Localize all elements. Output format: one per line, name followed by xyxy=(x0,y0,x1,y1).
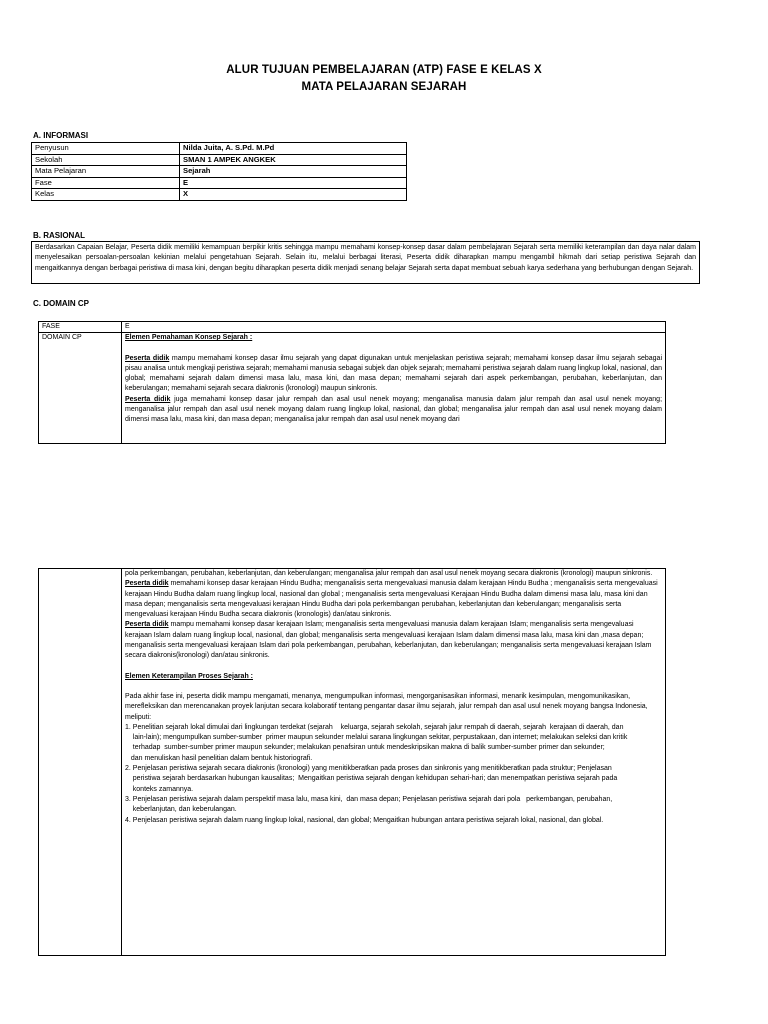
domain-label: DOMAIN CP xyxy=(39,333,122,444)
info-value: Nilda Juita, A. S.Pd. M.Pd xyxy=(180,143,407,155)
info-value: E xyxy=(180,177,407,189)
list-item: dan menuliskan hasil penelitian dalam bentuk historiografi. xyxy=(125,754,313,762)
fase-value: E xyxy=(122,322,666,333)
table-row xyxy=(39,569,666,956)
section-a-heading: A. INFORMASI xyxy=(33,131,89,140)
table-row xyxy=(32,166,407,178)
info-value: SMAN 1 AMPEK ANGKEK xyxy=(180,154,407,166)
document-title-line1: ALUR TUJUAN PEMBELAJARAN (ATP) FASE E KELAS X xyxy=(226,64,542,76)
peserta-didik-label: Peserta didik xyxy=(125,580,169,588)
info-value: X xyxy=(180,189,407,201)
info-value: Sejarah xyxy=(180,166,407,178)
paragraph-text: juga memahami konsep dasar jalur rempah dan asal usul nenek moyang; menganalisa manusia dalam jalur rempah dan asal usul nenek moyang; menganalisa jalur rempah dan asal usul nenek moyang dalam ruang lingkup lokal, nasional, dan global; menganalisa jalur rempah dan asal usul nenek moyang dalam dimensi masa lalu, masa kini, dan masa depan; menganalisa jalur rempah dan asal usul nenek moyang dari xyxy=(125,395,663,424)
paragraph-text: pola perkembangan, perubahan, keberlanjutan, dan keberulangan; menganalisa jalur rempah dan asal usul nenek moyang secara diakronis (kronologi) maupun sinkronis. xyxy=(125,570,653,577)
list-item: lain-lain); mengumpulkan sumber-sumber primer maupun sekunder melalui sarana lingkungan sekitar, perpustakaan, dan internet; melakukan seleksi dan kritik xyxy=(125,734,628,742)
paragraph xyxy=(125,354,662,395)
element-1-title: Elemen Pemahaman Konsep Sejarah : xyxy=(125,334,253,342)
fase-label: FASE xyxy=(39,322,122,333)
table-row xyxy=(32,177,407,189)
list-item: 1. Penelitian sejarah lokal dimulai dari lingkungan terdekat (sejarah keluarga, sejarah sekolah, sejarah jalur rempah di daerah, sejarah kerajaan di daerah, dan xyxy=(125,723,624,731)
empty-cell xyxy=(39,569,122,956)
peserta-didik-label: Peserta didik xyxy=(125,621,169,629)
paragraph-text: memahami konsep dasar kerajaan Hindu Budha; menganalisis serta mengevaluasi manusia dalam kerajaan Hindu Budha ; menganalisis serta mengevaluasi kerajaan Hindu Budha dalam ruang lingkup local, nasional dan global ; menganalisis serta mengevaluasi Kerajaan Hindu Budha dalam dimensi masa lalu, masa kini dan masa depan; menganalisis serta mengevaluasi kerajaan Hindu Budha dari pola perkembangan perubahan, keberlanjutan dan keberulangan; menganalisis serta mengevaluasi kerajaan Hindu Budha secara diakronis (kronologis) dan/atau sinkronis. xyxy=(125,580,658,619)
paragraph xyxy=(125,579,662,620)
info-label: Sekolah xyxy=(32,154,180,166)
paragraph-text: mampu memahami konsep dasar ilmu sejarah yang dapat digunakan untuk menjelaskan peristiwa sejarah; memahami konsep dasar ilmu sejarah sebagai pisau analisa untuk mengkaji peristiwa sejarah; memahami manusia sebagai subjek dan objek sejarah; memahami peristiwa sejarah dalam ruang lingkup lokal, nasional, dan global; memahami sejarah dalam dimensi masa lalu, masa kini, dan masa depan; memahami sejarah dari aspek perkembangan, perubahan, keberlanjutan, dan keberulangan; memahami sejarah secara diakronis (kronologi) maupun sinkronis. xyxy=(125,354,662,393)
info-label: Fase xyxy=(32,177,180,189)
paragraph-text: Pada akhir fase ini, peserta didik mampu mengamati, menanya, mengumpulkan informasi, mengorganisasikan informasi, menarik kesimpulan, mengomunikasikan, merefleksikan dan merencanakan proyek lanjutan secara kolaboratif tentang pengantar dasar ilmu sejarah, jalur rempah dan asal usul nenek moyang bangsa Indonesia, meliputi: xyxy=(125,692,648,721)
domain-content xyxy=(122,333,666,444)
list-item: 2. Penjelasan peristiwa sejarah secara diakronis (kronologi) yang menitikberatkan pada proses dan sinkronis yang menitikberatkan pada struktur; Penjelasan xyxy=(125,765,612,773)
list-item: keberlanjutan, dan keberulangan. xyxy=(125,806,237,814)
domain-content-continued xyxy=(122,569,666,956)
table-row xyxy=(39,333,666,444)
information-table xyxy=(31,142,407,201)
paragraph xyxy=(125,395,662,426)
peserta-didik-label: Peserta didik xyxy=(125,354,170,362)
list-item: 3. Penjelasan peristiwa sejarah dalam perspektif masa lalu, masa kini, dan masa depan; Penjelasan peristiwa sejarah dari pola perkembangan, perubahan, xyxy=(125,795,613,803)
peserta-didik-label: Peserta didik xyxy=(125,395,171,403)
table-row xyxy=(32,189,407,201)
table-row xyxy=(39,322,666,333)
domain-cp-table-continued xyxy=(38,568,666,956)
list-item: konteks zamannya. xyxy=(125,785,194,793)
list-item: 4. Penjelasan peristiwa sejarah dalam ruang lingkup lokal, nasional, dan global; Mengaitkan hubungan antara peristiwa sejarah lokal, nasional, dan global. xyxy=(125,816,604,824)
paragraph xyxy=(125,620,662,661)
list-item: peristiwa sejarah berdasarkan hubungan kausalitas; Mengaitkan peristiwa sejarah dengan kehidupan sehari-hari; dan menempatkan peristiwa sejarah pada xyxy=(125,775,618,783)
list-item: terhadap sumber-sumber primer maupun sekunder; melakukan penafsiran untuk mendeskripsikan makna di balik sumber-sumber primer dan sekunder; xyxy=(125,744,605,752)
paragraph-text: mampu memahami konsep dasar kerajaan Islam; menganalisis serta mengevaluasi manusia dalam kerajaan Islam; menganalisis serta mengevaluasi kerajaan Islam dalam ruang lingkup local, nasional, dan global; menganalisis serta mengevaluasi kerajaan Islam dalam dimensi masa lalu, masa kini dan ,masa depan; menganalisis serta mengevaluasi kerajaan Islam dari pola perkembangan, perubahan, keberlanjutan, dan keberulangan; menganalisis serta mengevaluasi kerajaan Islam secara diakronis(kronologi) dan/atau sinkronis. xyxy=(125,621,652,660)
table-row xyxy=(32,154,407,166)
info-label: Penyusun xyxy=(32,143,180,155)
rasional-text: Berdasarkan Capaian Belajar, Peserta didik memiliki kemampuan berpikir kritis sehingga mampu memahami konsep-konsep dasar dalam pembelajaran Sejarah serta memiliki keterampilan dan daya nalar dalam menyelesaikan persoalan-persoalan kekinian melalui pengetahuan Sejarah. Selain itu, melalui berbagai literasi, Peserta didik diharapkan mampu mengambil hikmah dari setiap peristiwa Sejarah dan mengaitkannya dengan berbagai peristiwa di masa kini, dengan begitu diharapkan peserta didik menjadi senang belajar Sejarah serta dapat membuat sebuah karya sederhana yang berhubungan dengan Sejarah. xyxy=(31,241,700,284)
info-label: Mata Pelajaran xyxy=(32,166,180,178)
section-c-heading: C. DOMAIN CP xyxy=(33,299,89,308)
element-2-title: Elemen Keterampilan Proses Sejarah : xyxy=(125,672,253,680)
info-label: Kelas xyxy=(32,189,180,201)
document-title-line2: MATA PELAJARAN SEJARAH xyxy=(301,81,467,93)
section-b-heading: B. RASIONAL xyxy=(33,231,85,240)
domain-cp-table xyxy=(38,321,666,444)
table-row xyxy=(32,143,407,155)
